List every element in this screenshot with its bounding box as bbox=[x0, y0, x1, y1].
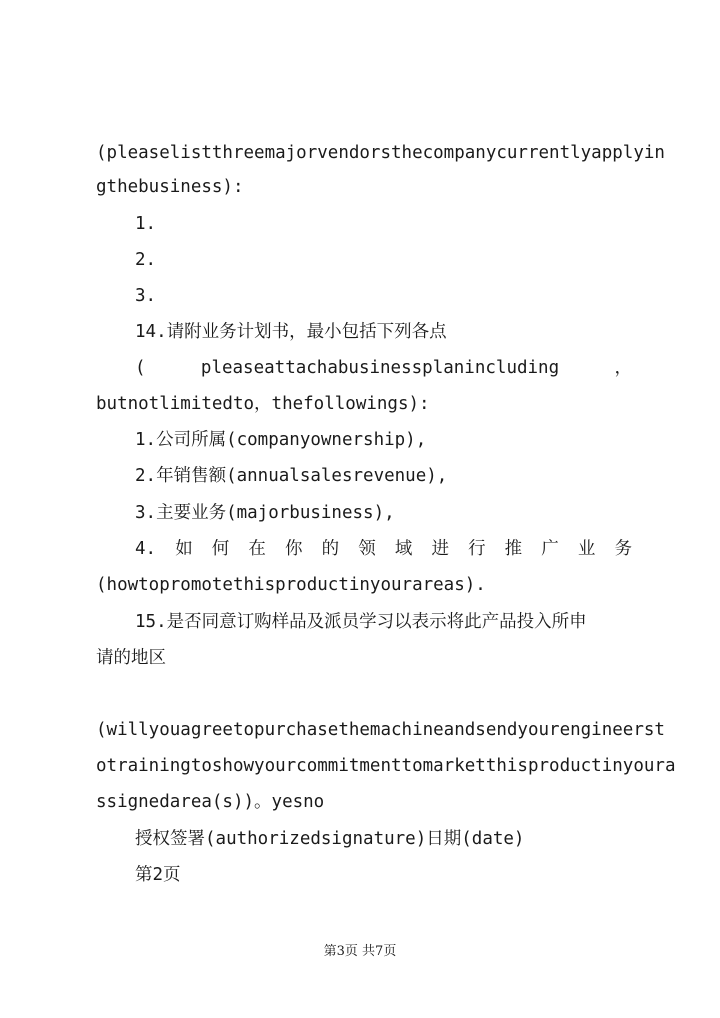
text-fragment: 推 bbox=[504, 539, 523, 559]
text-line: butnotlimitedto，thefollowings): bbox=[96, 394, 430, 414]
list-item: 1. bbox=[135, 214, 157, 234]
text-line: ssignedarea(s))。yesno bbox=[96, 792, 325, 812]
list-item: 3.主要业务(majorbusiness), bbox=[135, 503, 395, 523]
text-line: (pleaselistthreemajorvendorsthecompanycurrentlyapplyin bbox=[96, 143, 665, 163]
text-fragment: 的 bbox=[321, 539, 340, 559]
text-fragment: 4. bbox=[135, 539, 157, 559]
text-fragment: 进 bbox=[431, 539, 449, 559]
text-line: otrainingtoshowyourcommitmenttomarketthisproductinyoura bbox=[96, 756, 676, 776]
text-line: (willyouagreetopurchasethemachineandsendyourengineerst bbox=[96, 720, 665, 740]
text-line: 请的地区 bbox=[96, 648, 166, 668]
text-fragment: ( bbox=[135, 358, 146, 378]
text-fragment: 何 bbox=[211, 539, 230, 559]
list-item: 3. bbox=[135, 286, 157, 306]
list-item: 2. bbox=[135, 250, 157, 270]
text-fragment: 你 bbox=[285, 539, 303, 559]
justified-line bbox=[135, 357, 632, 379]
text-fragment: 务 bbox=[614, 539, 632, 559]
text-fragment: 业 bbox=[577, 539, 596, 559]
text-line: gthebusiness): bbox=[96, 177, 244, 197]
text-fragment: 在 bbox=[248, 539, 266, 559]
text-line: (howtopromotethisproductinyourareas). bbox=[96, 575, 486, 595]
text-fragment: 领 bbox=[358, 539, 376, 559]
section-heading: 14.请附业务计划书，最小包括下列各点 bbox=[135, 322, 447, 342]
list-item: 1.公司所属(companyownership), bbox=[135, 430, 427, 450]
page-marker: 第2页 bbox=[135, 865, 181, 885]
text-fragment: 广 bbox=[541, 539, 559, 559]
text-fragment: 行 bbox=[468, 539, 486, 559]
list-item: 2.年销售额(annualsalesrevenue), bbox=[135, 466, 448, 486]
justified-line bbox=[135, 538, 632, 560]
section-heading: 15.是否同意订购样品及派员学习以表示将此产品投入所申 bbox=[135, 612, 587, 632]
text-fragment: ， bbox=[614, 358, 632, 378]
page-footer: 第3页 共7页 bbox=[323, 944, 397, 959]
text-fragment: pleaseattachabusinessplanincluding bbox=[200, 358, 560, 378]
text-fragment: 域 bbox=[394, 539, 413, 559]
signature-line: 授权签署(authorizedsignature)日期(date) bbox=[135, 829, 525, 849]
text-fragment: 如 bbox=[175, 539, 193, 559]
